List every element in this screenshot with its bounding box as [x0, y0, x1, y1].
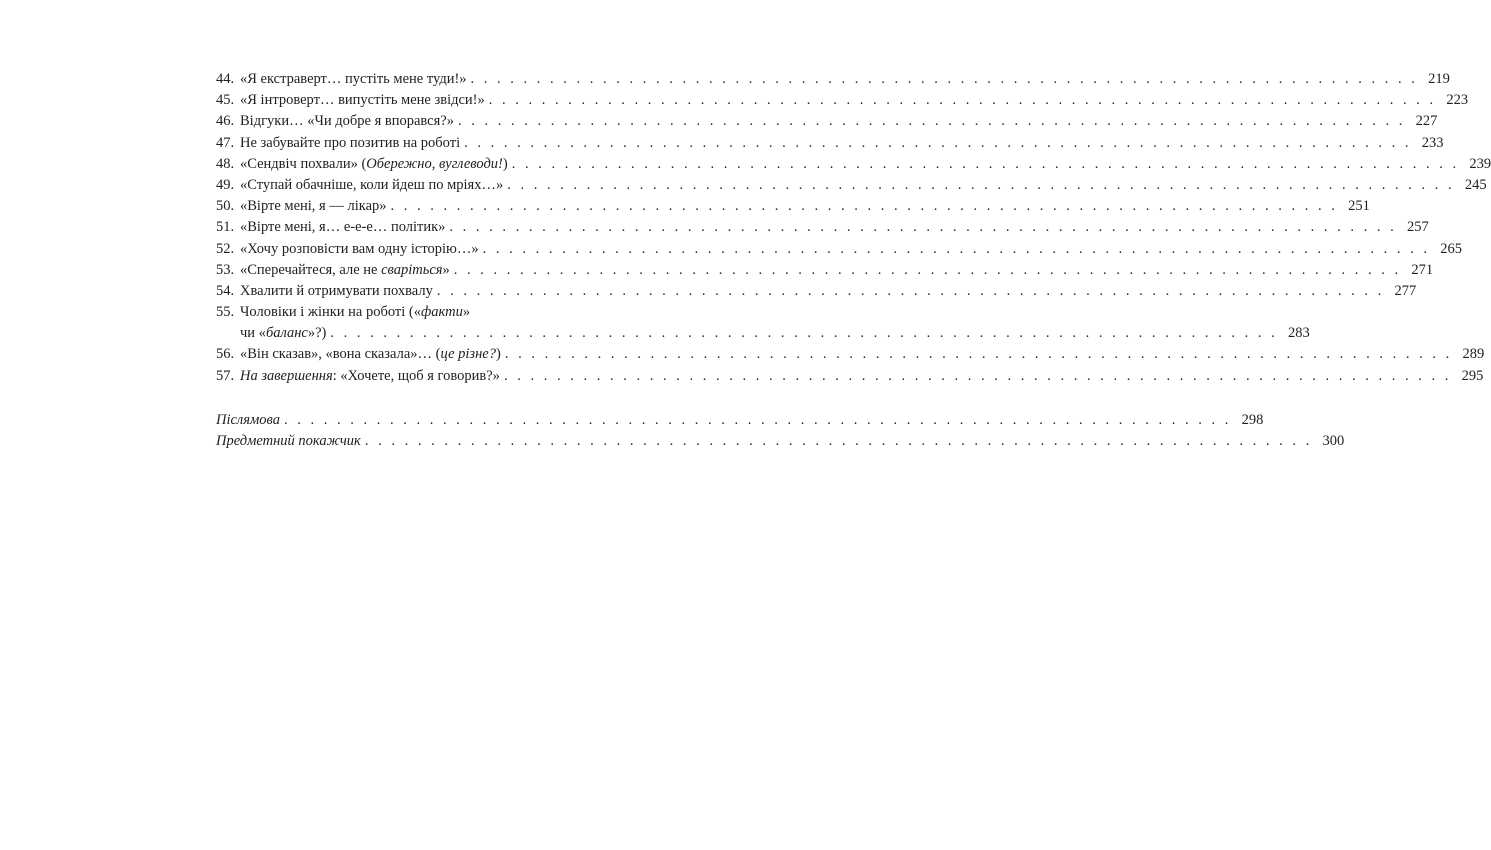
chapter-title: [240, 281, 433, 302]
page-number: 257: [1407, 219, 1429, 236]
toc-entry-line1: [216, 302, 672, 323]
back-matter-title: Предметний покажчик: [216, 433, 361, 449]
chapter-title: [240, 133, 460, 154]
leader-dots: [365, 431, 1312, 452]
section-gap: [216, 387, 672, 410]
back-matter-entry: [216, 431, 1345, 452]
leader-dots: [512, 154, 1459, 175]
italic-text: сваріться: [381, 261, 443, 278]
chapter-title: [240, 366, 500, 387]
chapter-title: [240, 302, 470, 323]
toc-entry: [216, 111, 1438, 132]
page-number: 233: [1421, 134, 1444, 151]
title-text: »?): [307, 325, 327, 342]
chapter-number: 44.: [216, 71, 235, 87]
toc-entry: [216, 281, 1417, 302]
title-text: «Сендвіч похвали» (: [240, 155, 367, 172]
page-number: 223: [1446, 92, 1469, 109]
leader-dots: [449, 217, 1396, 238]
leader-dots: [483, 239, 1430, 260]
italic-text: Обережно, вуглеводи!: [366, 155, 503, 172]
italic-text: факти: [421, 304, 463, 321]
toc-entry: [216, 260, 1434, 281]
italic-text: це різне?: [440, 346, 496, 363]
leader-dots: [504, 366, 1451, 387]
chapter-title: [240, 175, 503, 196]
page-number: 219: [1428, 71, 1450, 87]
page-number: 283: [1288, 325, 1310, 342]
toc-entry: [216, 175, 1487, 196]
leader-dots: [458, 111, 1405, 132]
table-of-contents: [216, 69, 1491, 452]
leader-dots: [330, 323, 1277, 344]
chapter-number: 49.: [216, 176, 235, 193]
toc-entry: [216, 344, 1485, 365]
page-number: 277: [1394, 282, 1417, 299]
title-text: «Він сказав», «вона сказала»… (: [240, 346, 441, 363]
chapter-number: 53.: [216, 261, 235, 278]
title-text: «Я екстраверт… пустіть мене туди!»: [240, 71, 467, 87]
back-matter-entry: [216, 410, 1264, 431]
leader-dots: [437, 281, 1384, 302]
leader-dots: [489, 90, 1436, 111]
chapter-title: [240, 239, 479, 260]
chapter-number: 54.: [216, 282, 235, 299]
page-number: 300: [1322, 433, 1345, 449]
leader-dots: [471, 69, 1418, 90]
title-text: Відгуки… «Чи добре я впорався?»: [240, 113, 454, 130]
title-text: : «Хочете, щоб я говорив?»: [332, 367, 500, 384]
toc-entry: [216, 239, 1462, 260]
title-text: «Вірте мені, я — лікар»: [240, 198, 387, 215]
toc-entry: [216, 217, 1429, 238]
leader-dots: [464, 133, 1411, 154]
page-number: 245: [1464, 176, 1487, 193]
leader-dots: [454, 260, 1401, 281]
leader-dots: [505, 344, 1452, 365]
page-number: 251: [1348, 198, 1370, 215]
chapter-title: [240, 217, 445, 238]
title-text: Чоловіки і жінки на роботі («: [240, 304, 421, 321]
title-text: «Ступай обачніше, коли йдеш по мріях…»: [240, 176, 504, 193]
chapter-title: [240, 196, 387, 217]
italic-text: баланс: [265, 325, 308, 342]
toc-entry: [216, 133, 1444, 154]
back-matter-title: Післямова: [216, 411, 280, 428]
title-text: «Хочу розповісти вам одну історію…»: [240, 240, 479, 257]
title-text: «Сперечайтеся, але не: [240, 261, 382, 278]
chapter-title: [240, 90, 485, 111]
chapter-number: 45.: [216, 92, 235, 109]
chapter-number: 51.: [216, 219, 235, 236]
chapter-number: 46.: [216, 113, 235, 130]
title-text: Хвалити й отримувати похвалу: [240, 282, 433, 299]
title-text: Не забувайте про позитив на роботі: [240, 134, 461, 151]
toc-entry: [216, 366, 1484, 387]
title-text: »: [462, 304, 471, 321]
chapter-title: [240, 344, 501, 365]
chapter-number: 55.: [216, 304, 235, 321]
toc-entry-line2: [216, 323, 1310, 344]
toc-entry: [216, 90, 1469, 111]
italic-text: На завершення: [240, 367, 333, 384]
chapter-number: 56.: [216, 346, 235, 363]
page-number: 295: [1461, 367, 1484, 384]
page-number: 298: [1241, 411, 1264, 428]
chapter-title: [240, 260, 450, 281]
chapter-number: 50.: [216, 198, 235, 215]
leader-dots: [391, 196, 1338, 217]
chapter-number: 57.: [216, 367, 235, 384]
title-text: ): [502, 155, 508, 172]
leader-dots: [507, 175, 1454, 196]
chapter-title-continued: [240, 323, 326, 344]
title-text: »: [442, 261, 450, 278]
leader-dots: [284, 410, 1231, 431]
title-text: ): [495, 346, 501, 363]
toc-entry: [216, 154, 1491, 175]
chapter-title: [240, 111, 454, 132]
title-text: «Вірте мені, я… е-е-е… політик»: [240, 219, 446, 236]
page-number: 289: [1462, 346, 1485, 363]
chapter-title: [240, 69, 467, 90]
chapter-number: 47.: [216, 134, 235, 151]
title-text: чи «: [240, 325, 266, 342]
toc-entry: [216, 196, 1370, 217]
title-text: «Я інтроверт… випустіть мене звідси!»: [240, 92, 485, 109]
page-number: 271: [1411, 261, 1434, 278]
chapter-title: [240, 154, 508, 175]
toc-entry: [216, 69, 1450, 90]
chapter-number: 52.: [216, 240, 235, 257]
chapter-number: 48.: [216, 155, 235, 172]
page-number: 227: [1415, 113, 1438, 130]
page-number: 239: [1469, 155, 1491, 172]
page-number: 265: [1440, 240, 1462, 257]
